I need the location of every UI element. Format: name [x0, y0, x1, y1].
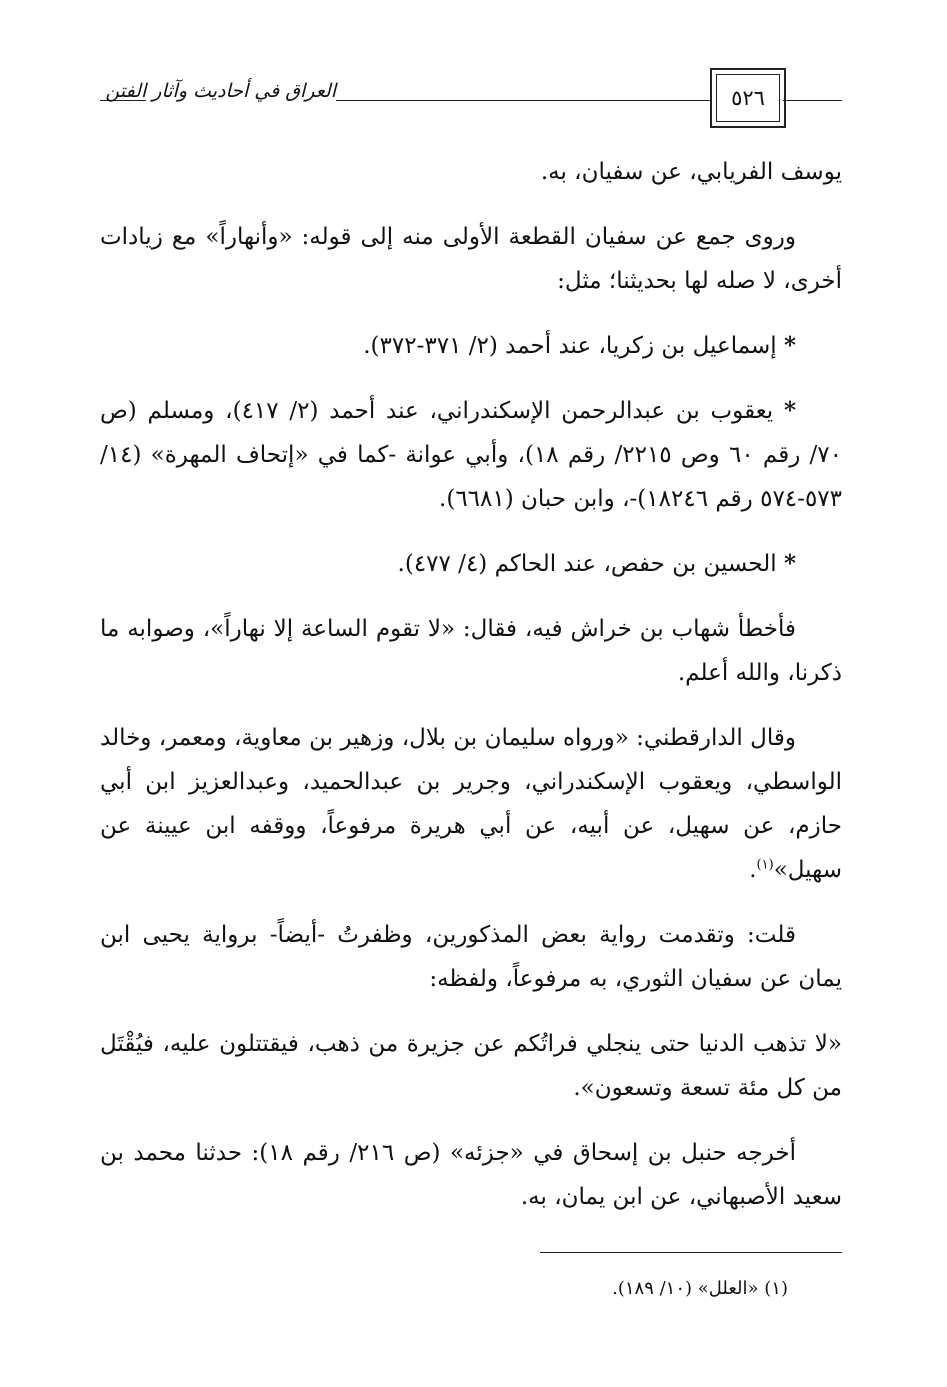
paragraph-text: وقال الدارقطني: «ورواه سليمان بن بلال، وزهير بن معاوية، ومعمر، وخالد الواسطي، ويعقوب الإسكندراني، وجرير بن عبدالحميد، وعبدالعزيز ابن أبي حازم، عن سهيل، عن أبيه، عن أبي هريرة مرفوعاً، ووقفه ابن عيينة عن سهيل» [100, 725, 842, 883]
paragraph [100, 150, 842, 194]
footnote-reference[interactable]: (١) [756, 857, 774, 873]
paragraph-text: الحسين بن حفص، عند الحاكم (٤/ ٤٧٧). [397, 551, 777, 577]
paragraph-text: إسماعيل بن زكريا، عند أحمد (٢/ ٣٧١-٣٧٢). [363, 333, 777, 359]
footnote: (١) «العلل» (١٠/ ١٨٩). [612, 1278, 788, 1299]
book-title: العراق في أحاديث وآثار الفتن [146, 80, 336, 114]
bullet-item [100, 389, 842, 521]
main-text [100, 150, 842, 1240]
page-number: ٥٢٦ [716, 74, 780, 122]
bullet-item [100, 542, 842, 586]
footnote-divider [540, 1252, 842, 1253]
bullet-item [100, 324, 842, 368]
paragraph [100, 1022, 842, 1110]
paragraph [100, 607, 842, 695]
paragraph-text: أخرجه حنبل بن إسحاق في «جزئه» (ص ٢١٦/ رقم ١٨): حدثنا محمد بن سعيد الأصبهاني، عن ابن يمان، به. [100, 1140, 842, 1210]
header-rule-middle [335, 100, 710, 101]
bullet-star-icon: * [783, 332, 796, 359]
header-rule-right [783, 100, 842, 101]
paragraph-tail: . [749, 857, 757, 883]
paragraph [100, 1131, 842, 1219]
paragraph-text: «لا تذهب الدنيا حتى ينجلي فراتُكم عن جزيرة من ذهب، فيقتتلون عليه، فيُقْتَل من كل مئة تسعة وتسعون». [100, 1031, 842, 1101]
paragraph [100, 913, 842, 1001]
paragraph-text: فأخطأ شهاب بن خراش فيه، فقال: «لا تقوم الساعة إلا نهاراً»، وصوابه ما ذكرنا، والله أعلم. [100, 616, 842, 686]
paragraph-text: يعقوب بن عبدالرحمن الإسكندراني، عند أحمد (٢/ ٤١٧)، ومسلم (ص ٧٠/ رقم ٦٠ وص ٢٢١٥/ رقم ١٨)، وأبي عوانة -كما في «إتحاف المهرة» (١٤/ ٥٧٣-٥٧٤ رقم ١٨٢٤٦)-، وابن حبان (٦٦٨١). [100, 398, 842, 512]
bullet-star-icon: * [783, 550, 796, 577]
page-number-frame [710, 68, 786, 128]
paragraph [100, 215, 842, 303]
paragraph-text: قلت: وتقدمت رواية بعض المذكورين، وظفرتُ -أيضاً- برواية يحيى ابن يمان عن سفيان الثوري، به مرفوعاً، ولفظه: [100, 922, 842, 992]
page-header [100, 62, 842, 132]
paragraph-text: وروى جمع عن سفيان القطعة الأولى منه إلى قوله: «وأنهاراً» مع زيادات أخرى، لا صله لها بحديثنا؛ مثل: [100, 224, 842, 294]
paragraph-text: يوسف الفريابي، عن سفيان، به. [540, 159, 842, 185]
bullet-star-icon: * [783, 397, 796, 424]
paragraph [100, 716, 842, 892]
